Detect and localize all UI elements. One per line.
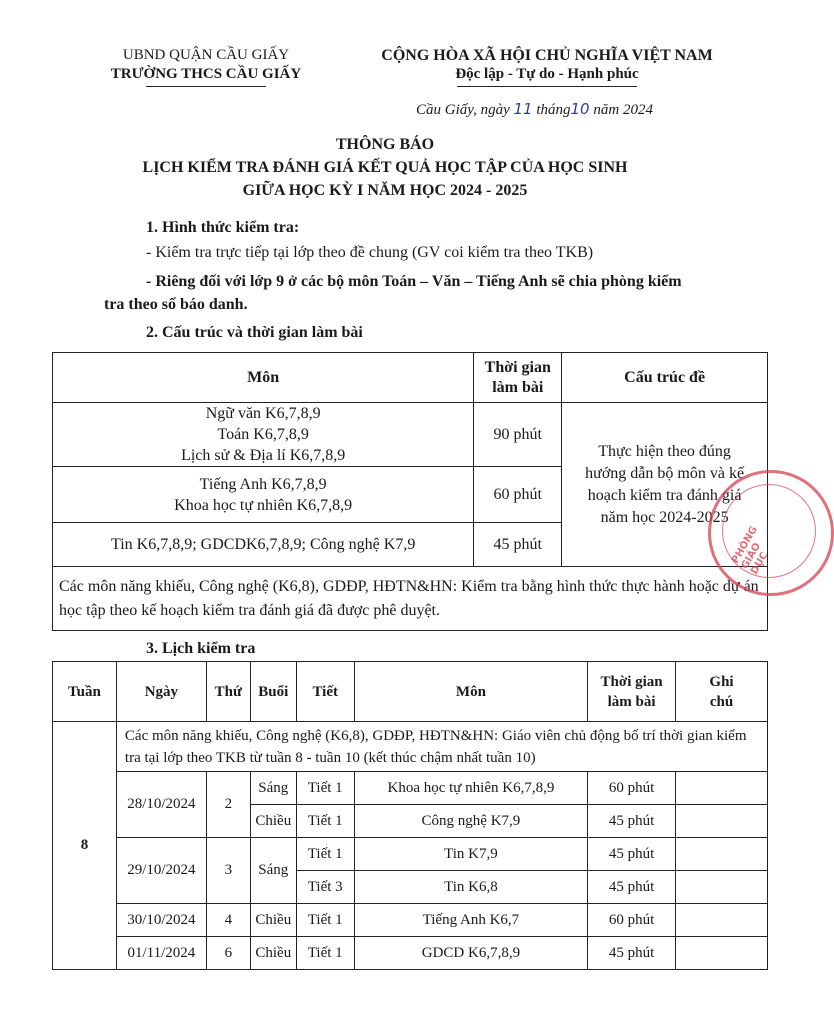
duration-cell: 45 phút <box>588 838 676 871</box>
issuer-underline <box>146 86 266 87</box>
issue-date <box>416 100 653 119</box>
structure-text: Thực hiện theo đúng hướng dẫn bộ môn và kế hoạch kiểm tra đánh giá năm học 2024-2025 <box>585 442 745 526</box>
date-month-word: tháng <box>536 102 571 118</box>
table-row <box>53 772 768 805</box>
col-date: Ngày <box>116 662 206 722</box>
section1-heading: 1. Hình thức kiểm tra: <box>146 219 300 236</box>
period-cell: Tiết 1 <box>296 904 354 937</box>
table-row <box>53 838 768 871</box>
session-cell: Chiều <box>250 904 296 937</box>
time-cell: 45 phút <box>474 523 562 567</box>
subject-line: Lịch sử & Địa lí K6,7,8,9 <box>181 447 346 464</box>
col-subject: Môn <box>354 662 587 722</box>
remark-cell <box>676 937 768 970</box>
nation-title: CỘNG HÒA XÃ HỘI CHỦ NGHĨA VIỆT NAM <box>381 47 713 64</box>
session-cell: Chiều <box>250 937 296 970</box>
table-row <box>53 937 768 970</box>
col-weekday: Thứ <box>206 662 250 722</box>
col-week: Tuần <box>53 662 117 722</box>
col-duration: Thời gian làm bài <box>588 662 676 722</box>
subject-cell: Tin K7,9 <box>354 838 587 871</box>
session-cell: Sáng <box>250 838 296 904</box>
subject-cell: Tin K6,8 <box>354 871 587 904</box>
section1-line2: - Riêng đối với lớp 9 ở các bộ môn Toán – Văn – Tiếng Anh sẽ chia phòng kiểm tra theo số báo danh. <box>104 273 682 313</box>
col-time: Thời gian làm bài <box>474 353 562 403</box>
remark-cell <box>676 838 768 871</box>
structure-note-row <box>53 567 768 631</box>
structure-row <box>53 403 768 467</box>
section2-heading: 2. Cấu trúc và thời gian làm bài <box>146 324 363 341</box>
subject-line: Ngữ văn K6,7,8,9 <box>205 405 321 422</box>
issuer-org: UBND QUẬN CẦU GIẤY <box>122 47 290 63</box>
issuer-block <box>96 46 316 87</box>
weekday-cell: 6 <box>206 937 250 970</box>
weekday-cell: 3 <box>206 838 250 904</box>
section1-line1: - Kiểm tra trực tiếp tại lớp theo đề chung (GV coi kiểm tra theo TKB) <box>146 244 594 261</box>
subject-line: Toán K6,7,8,9 <box>217 426 309 443</box>
schedule-table <box>52 661 768 970</box>
col-session: Buổi <box>250 662 296 722</box>
col-subject: Môn <box>53 353 474 403</box>
stamp-text: PHÒNG GIÁO DỤC <box>730 524 771 577</box>
col-structure: Cấu trúc đề <box>562 353 768 403</box>
table-row <box>53 904 768 937</box>
duration-cell: 45 phút <box>588 805 676 838</box>
subject-cell <box>53 467 474 523</box>
subject-cell: Khoa học tự nhiên K6,7,8,9 <box>354 772 587 805</box>
remark-cell <box>676 871 768 904</box>
weekday-cell: 4 <box>206 904 250 937</box>
col-remark: Ghi chú <box>676 662 768 722</box>
date-prefix: Cầu Giấy, ngày <box>416 102 510 118</box>
col-period: Tiết <box>296 662 354 722</box>
duration-cell: 60 phút <box>588 772 676 805</box>
schedule-note-row <box>53 722 768 772</box>
subject-line: Khoa học tự nhiên K6,7,8,9 <box>174 496 353 514</box>
session-cell: Sáng <box>250 772 296 805</box>
subject-cell: Tin K6,7,8,9; GDCDK6,7,8,9; Công nghệ K7,9 <box>53 523 474 567</box>
structure-note: Các môn năng khiếu, Công nghệ (K6,8), GDĐP, HĐTN&HN: Kiểm tra bằng hình thức thực hành hoặc dự án học tập theo kế hoạch kiểm tra đánh giá đã được phê duyệt. <box>53 567 768 631</box>
date-cell: 30/10/2024 <box>116 904 206 937</box>
period-cell: Tiết 1 <box>296 838 354 871</box>
period-cell: Tiết 1 <box>296 937 354 970</box>
structure-table <box>52 352 768 631</box>
weekday-cell: 2 <box>206 772 250 838</box>
structure-header-row <box>53 353 768 403</box>
section3-heading: 3. Lịch kiểm tra <box>146 640 256 657</box>
doc-title: THÔNG BÁO <box>335 136 435 153</box>
date-cell: 29/10/2024 <box>116 838 206 904</box>
date-suffix: năm 2024 <box>593 102 653 118</box>
motto-underline <box>457 86 637 87</box>
subject-cell: Tiếng Anh K6,7 <box>354 904 587 937</box>
date-day: 11 <box>513 100 533 118</box>
duration-cell: 45 phút <box>588 937 676 970</box>
period-cell: Tiết 1 <box>296 772 354 805</box>
schedule-header-row <box>53 662 768 722</box>
doc-subtitle-2: GIỮA HỌC KỲ I NĂM HỌC 2024 - 2025 <box>242 182 528 199</box>
duration-cell: 45 phút <box>588 871 676 904</box>
period-cell: Tiết 1 <box>296 805 354 838</box>
time-cell: 60 phút <box>474 467 562 523</box>
doc-subtitle-1: LỊCH KIỂM TRA ĐÁNH GIÁ KẾT QUẢ HỌC TẬP CỦA HỌC SINH <box>142 159 628 176</box>
nation-motto: Độc lập - Tự do - Hạnh phúc <box>455 66 639 82</box>
remark-cell <box>676 772 768 805</box>
session-cell: Chiều <box>250 805 296 838</box>
subject-cell: GDCD K6,7,8,9 <box>354 937 587 970</box>
schedule-note: Các môn năng khiếu, Công nghệ (K6,8), GDĐP, HĐTN&HN: Giáo viên chủ động bố trí thời gian kiểm tra tại lớp theo TKB từ tuần 8 - tuần 10 (kết thúc chậm nhất tuần 10) <box>116 722 767 772</box>
issuer-school: TRƯỜNG THCS CẦU GIẤY <box>110 66 302 82</box>
period-cell: Tiết 3 <box>296 871 354 904</box>
subject-line: Tiếng Anh K6,7,8,9 <box>199 475 327 493</box>
date-cell: 01/11/2024 <box>116 937 206 970</box>
duration-cell: 60 phút <box>588 904 676 937</box>
nation-block <box>352 46 742 87</box>
remark-cell <box>676 805 768 838</box>
remark-cell <box>676 904 768 937</box>
time-cell: 90 phút <box>474 403 562 467</box>
subject-cell: Công nghệ K7,9 <box>354 805 587 838</box>
date-month: 10 <box>570 100 590 118</box>
date-cell: 28/10/2024 <box>116 772 206 838</box>
subject-cell <box>53 403 474 467</box>
week-cell: 8 <box>53 722 117 970</box>
